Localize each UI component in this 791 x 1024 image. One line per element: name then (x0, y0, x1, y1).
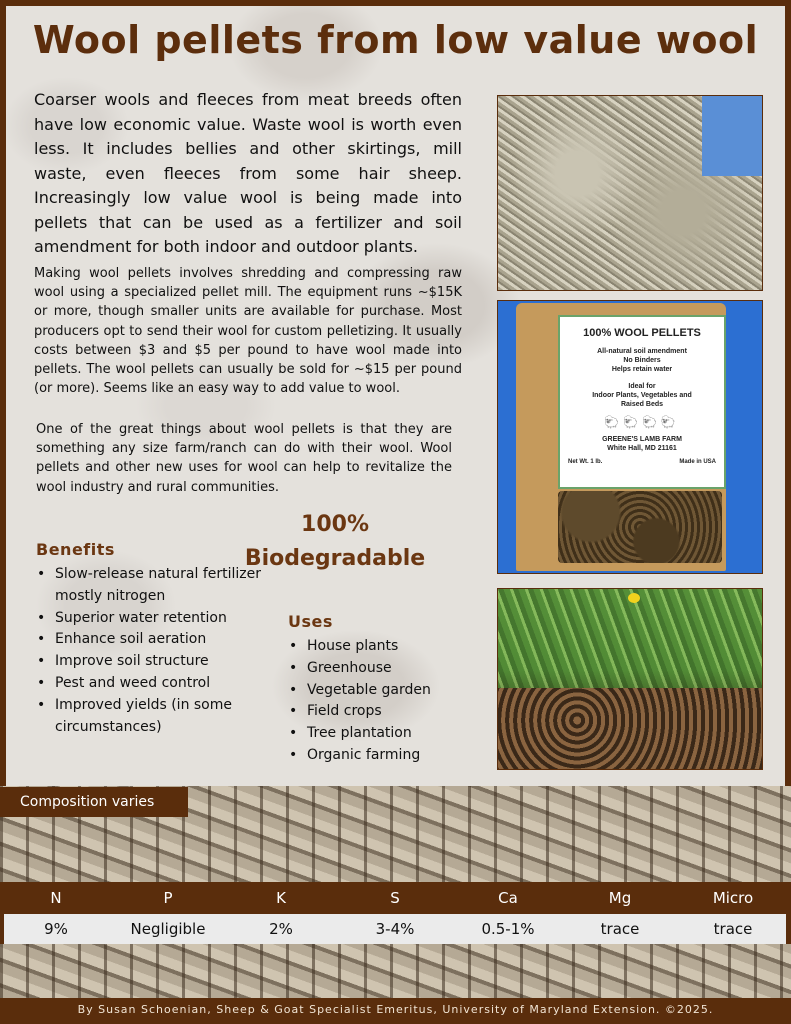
header-k: K (276, 889, 286, 907)
list-item: • Superior water retention (37, 609, 227, 626)
list-item: • Tree plantation (289, 725, 412, 742)
biodegradable-percent: 100% (301, 512, 369, 537)
pellets-footer-image (0, 944, 791, 998)
value-k: 2% (269, 920, 293, 938)
list-item: • Improved yields (in some circumstances) (37, 696, 232, 735)
list-item: • House plants (289, 638, 399, 654)
bag-label-line: Helps retain water (611, 366, 673, 373)
bag-label-line: Ideal for (628, 383, 656, 390)
uses-heading: Uses (288, 612, 333, 631)
bag-window-pellets (558, 491, 722, 563)
benefits-paragraph: One of the great things about wool pellets is that they are something any size farm/ranch can do with their wool. Wool pellets and other new uses for wool can help to revitalize the wool industry and rural communities. (36, 422, 452, 495)
credit-footer: By Susan Schoenian, Sheep & Goat Specialist Emeritus, University of Maryland Extension. ©2025. (77, 1003, 714, 1016)
list-item: • Pest and weed control (37, 674, 211, 691)
bag-label-line: Raised Beds (620, 401, 664, 408)
bag-label-line: Indoor Plants, Vegetables and (592, 392, 692, 399)
intro-paragraph: Coarser wools and fleeces from meat breeds often have low economic value. Waste wool is worth even less. It includes bellies and other skirtings, mill waste, even fleeces from some hair sheep. Increasingly low value wool is being made into pellets that can be used as a fertilizer and soil amendment for both indoor and outdoor plants. (34, 90, 462, 256)
raw-wool-photo (497, 95, 763, 291)
value-s: 3-4% (375, 920, 415, 938)
pellet-bag (516, 303, 726, 571)
header-n: N (50, 889, 62, 907)
value-n: 9% (44, 920, 68, 938)
composition-table-header (0, 882, 791, 914)
list-item: • Organic farming (289, 746, 421, 763)
header-micro: Micro (712, 889, 754, 907)
header-mg: Mg (608, 889, 632, 907)
bag-label-title: 100% WOOL PELLETS (583, 327, 701, 339)
value-mg: trace (600, 920, 640, 938)
benefits-list (36, 564, 266, 738)
plants-with-pellets-photo (497, 588, 763, 770)
making-paragraph: Making wool pellets involves shredding and compressing raw wool using a specialized pellet mill. The equipment runs ~$15K or more, though smaller units are available for purchase. Most producers opt to send their wool for custom pelletizing. It usually costs between $3 and $5 per pound to have wool made into pellets. The wool pellets can usually be sold for ~$15 per pound (or more). Seems like an easy way to add value to wool. (34, 266, 462, 397)
bag-label-weight: Net Wt. 1 lb. (568, 459, 603, 465)
list-item: • Enhance soil aeration (37, 631, 207, 648)
header-ca: Ca (498, 889, 518, 907)
bag-label-origin: Made in USA (679, 459, 716, 465)
flower-icon (628, 593, 640, 603)
list-item: • Field crops (289, 703, 382, 720)
value-ca: 0.5-1% (481, 920, 535, 938)
list-item: • Improve soil structure (37, 653, 209, 670)
bag-label-line: No Binders (623, 357, 661, 364)
sheep-icons: 🐑🐑🐑🐑 (604, 415, 680, 429)
bag-label-farm: GREENE'S LAMB FARM (602, 436, 682, 443)
page-title: Wool pellets from low value wool (32, 18, 759, 62)
value-p: Negligible (130, 920, 206, 938)
composition-tag: Composition varies (0, 787, 188, 817)
list-item: • Vegetable garden (289, 681, 431, 698)
wool-pellet-bag-photo (497, 300, 763, 574)
biodegradable-text: Biodegradable (244, 546, 426, 571)
header-s: S (390, 889, 400, 907)
value-micro: trace (713, 920, 753, 938)
bag-label-address: White Hall, MD 21161 (607, 445, 677, 452)
bag-label (558, 315, 726, 489)
composition-table-row (4, 914, 786, 944)
uses-list (288, 636, 488, 767)
list-item: • Slow-release natural fertilizer mostly nitrogen (37, 566, 262, 604)
bag-label-line: All-natural soil amendment (597, 348, 687, 355)
header-p: P (163, 889, 173, 907)
list-item: • Greenhouse (289, 659, 392, 676)
benefits-heading: Benefits (36, 540, 115, 559)
